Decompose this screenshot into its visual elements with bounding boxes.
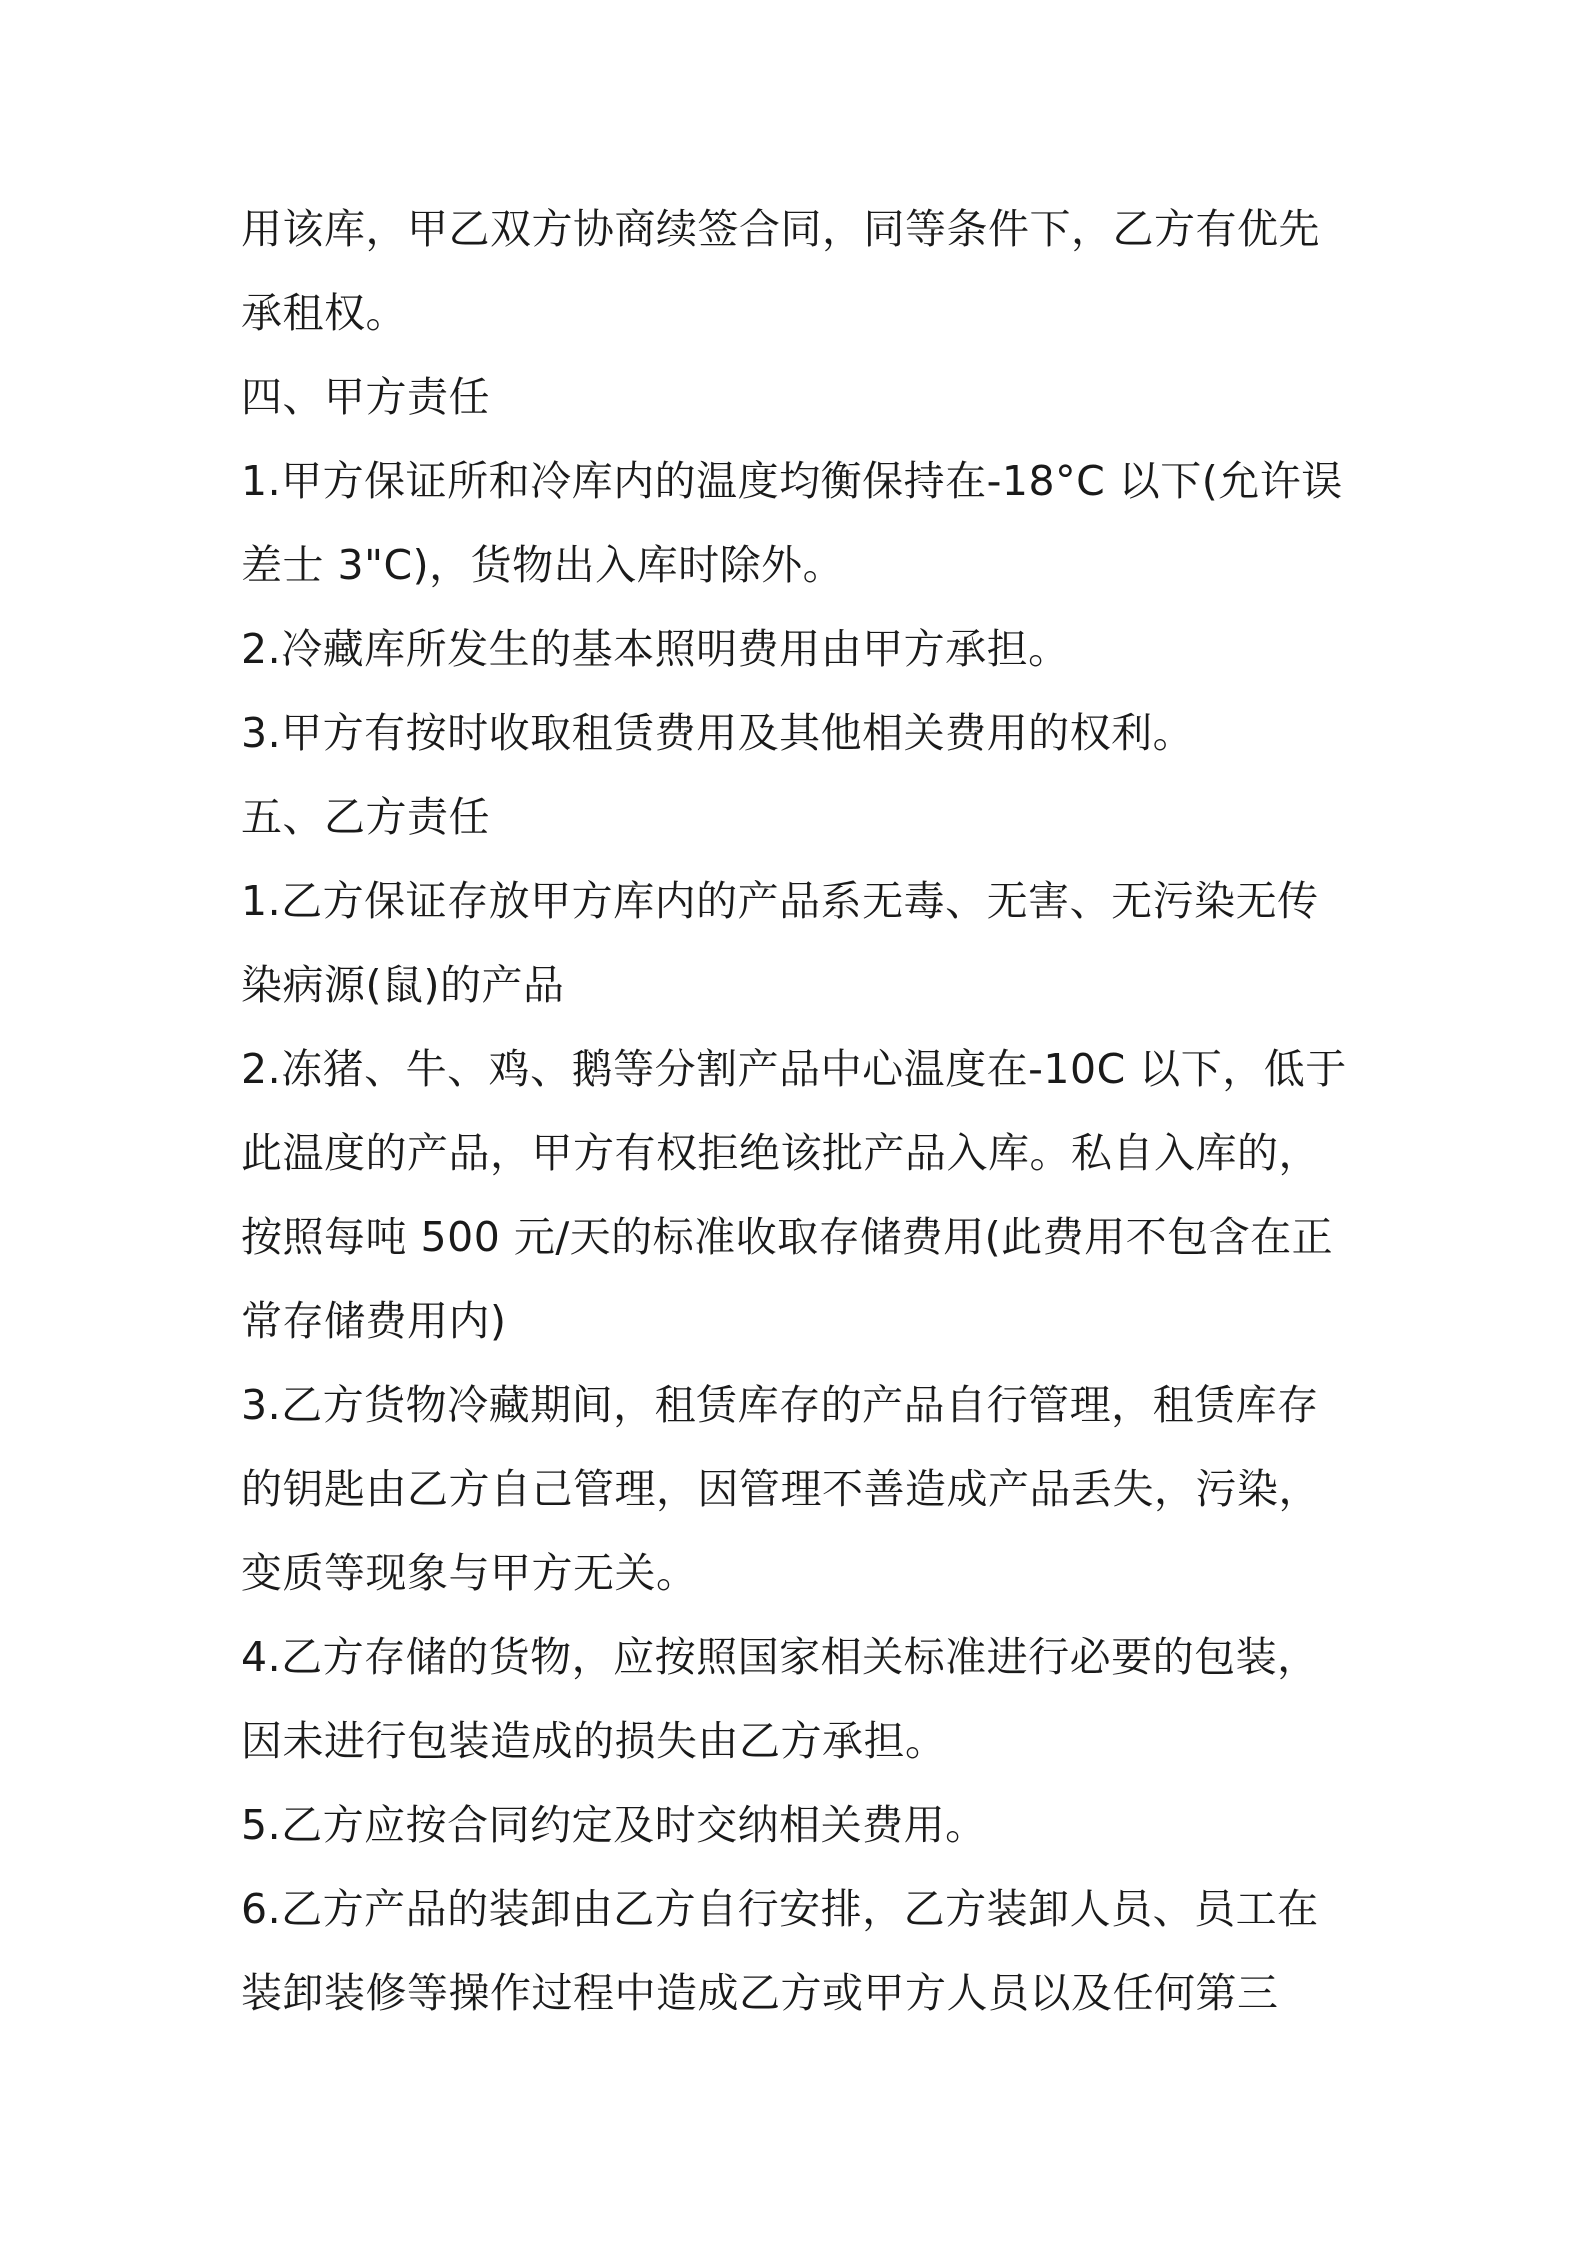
text-line: 此温度的产品，甲方有权拒绝该批产品入库。私自入库的， — [241, 1129, 1320, 1177]
text-line: 1.甲方保证所和冷库内的温度均衡保持在-18°C 以下(允许误 — [241, 457, 1343, 505]
text-line: 5.乙方应按合同约定及时交纳相关费用。 — [241, 1801, 987, 1849]
text-line: 装卸装修等操作过程中造成乙方或甲方人员以及任何第三 — [241, 1969, 1279, 2017]
section-heading: 五、乙方责任 — [241, 793, 490, 841]
text-line: 2.冷藏库所发生的基本照明费用由甲方承担。 — [241, 625, 1070, 673]
text-line: 用该库，甲乙双方协商续签合同，同等条件下，乙方有优先 — [241, 205, 1320, 253]
text-line: 承租权。 — [241, 289, 407, 337]
text-line: 常存储费用内) — [241, 1297, 507, 1345]
text-line: 6.乙方产品的装卸由乙方自行安排，乙方装卸人员、员工在 — [241, 1885, 1319, 1933]
text-line: 3.甲方有按时收取租赁费用及其他相关费用的权利。 — [241, 709, 1195, 757]
text-line: 按照每吨 500 元/天的标准收取存储费用(此费用不包含在正 — [241, 1213, 1334, 1261]
text-line: 染病源(鼠)的产品 — [241, 961, 565, 1009]
contract-text — [241, 187, 1361, 2035]
text-line: 差士 3"C)，货物出入库时除外。 — [241, 541, 845, 589]
text-line: 3.乙方货物冷藏期间，租赁库存的产品自行管理，租赁库存 — [241, 1381, 1319, 1429]
text-line: 4.乙方存储的货物，应按照国家相关标准进行必要的包装， — [241, 1633, 1319, 1681]
text-line: 因未进行包装造成的损失由乙方承担。 — [241, 1717, 947, 1765]
section-heading: 四、甲方责任 — [241, 373, 490, 421]
text-line: 变质等现象与甲方无关。 — [241, 1549, 698, 1597]
text-line: 的钥匙由乙方自己管理，因管理不善造成产品丢失，污染， — [241, 1465, 1320, 1513]
text-line: 2.冻猪、牛、鸡、鹅等分割产品中心温度在-10C 以下，低于 — [241, 1045, 1347, 1093]
text-line: 1.乙方保证存放甲方库内的产品系无毒、无害、无污染无传 — [241, 877, 1319, 925]
